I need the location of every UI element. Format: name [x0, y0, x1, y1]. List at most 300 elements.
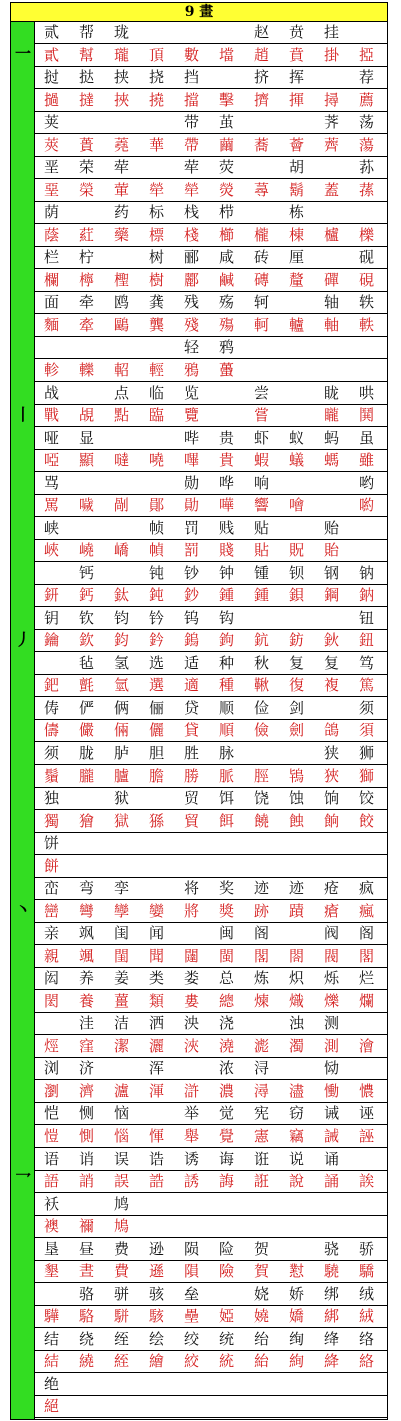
simplified-char: 说 [288, 1149, 304, 1168]
simplified-char [315, 337, 348, 358]
traditional-row [35, 315, 387, 337]
traditional-char: 嘗 [253, 406, 269, 424]
simplified-char: 峡 [43, 518, 59, 537]
simplified-row [35, 1058, 387, 1080]
simplified-char: 费 [113, 1239, 129, 1258]
simplified-char: 钥 [43, 608, 59, 627]
traditional-char: 絨 [358, 1307, 374, 1326]
simplified-char: 诫 [323, 1104, 339, 1123]
simplified-row [35, 698, 387, 720]
traditional-char: 軺 [113, 361, 129, 379]
traditional-char: 鈁 [288, 631, 304, 650]
traditional-char: 撻 [78, 90, 94, 109]
simplified-char [245, 1194, 278, 1215]
traditional-char: 費 [113, 1262, 129, 1281]
simplified-char: 骆 [78, 1284, 94, 1303]
traditional-char: 饒 [253, 811, 269, 830]
simplified-char: 骁 [323, 1239, 339, 1258]
simplified-char [315, 473, 348, 494]
simplified-char [280, 743, 313, 764]
simplified-char: 贺 [253, 1239, 269, 1258]
traditional-char: 數 [183, 45, 199, 64]
simplified-char: 诰 [148, 1149, 164, 1168]
simplified-char: 药 [113, 203, 129, 222]
simplified-char: 语 [43, 1149, 59, 1168]
traditional-char [105, 1396, 138, 1417]
traditional-char: 絰 [113, 1352, 129, 1371]
traditional-char: 犖 [148, 180, 164, 199]
simplified-char: 殇 [218, 293, 234, 312]
simplified-char [175, 22, 208, 43]
traditional-char: 臚 [113, 766, 129, 785]
traditional-char: 鄖 [148, 496, 164, 515]
traditional-char: 薈 [288, 135, 304, 154]
simplified-char [140, 833, 173, 854]
simplified-char [280, 292, 313, 313]
simplified-char: 珑 [113, 23, 129, 41]
simplified-char: 统 [218, 1329, 234, 1348]
simplified-char: 秋 [253, 653, 269, 672]
traditional-char: 瀏 [43, 1081, 59, 1100]
simplified-char [280, 1374, 313, 1395]
traditional-char [280, 856, 313, 877]
stroke-label: 丨 [14, 404, 31, 424]
stroke-column [11, 22, 35, 1419]
simplified-char [140, 788, 173, 809]
simplified-char: 垩 [43, 158, 59, 177]
simplified-row [35, 428, 387, 450]
simplified-char: 饼 [43, 834, 59, 853]
simplified-row [35, 653, 387, 675]
simplified-char: 贱 [218, 518, 234, 537]
simplified-char [140, 1194, 173, 1215]
simplified-char: 类 [148, 969, 164, 988]
simplified-char: 柠 [78, 248, 94, 267]
simplified-char: 烁 [323, 969, 339, 988]
simplified-char: 骄 [358, 1239, 374, 1258]
simplified-char [350, 1194, 383, 1215]
simplified-char: 咸 [218, 248, 234, 267]
traditional-char [350, 360, 383, 381]
traditional-char [210, 1396, 243, 1417]
simplified-char: 绒 [358, 1284, 374, 1303]
simplified-char: 骂 [43, 473, 59, 492]
simplified-char: 昼 [78, 1239, 94, 1258]
traditional-char: 嬌 [288, 1307, 304, 1326]
traditional-char: 統 [218, 1352, 234, 1371]
simplified-char: 将 [183, 879, 199, 898]
simplified-char: 飒 [78, 924, 94, 943]
traditional-char: 牽 [78, 315, 94, 334]
traditional-char: 擋 [183, 90, 199, 109]
simplified-char [140, 1374, 173, 1395]
simplified-char: 钤 [148, 608, 164, 627]
simplified-char: 标 [148, 203, 164, 222]
traditional-char: 檉 [113, 270, 129, 289]
simplified-char [315, 608, 348, 629]
simplified-char [280, 1194, 313, 1215]
traditional-char: 絞 [183, 1352, 199, 1371]
traditional-char: 嬈 [253, 1307, 269, 1326]
simplified-char: 虾 [253, 428, 269, 447]
simplified-char: 砚 [358, 248, 374, 267]
traditional-char: 鳩 [113, 1217, 129, 1236]
simplified-row [35, 1374, 387, 1396]
simplified-row [35, 563, 387, 585]
traditional-char: 鞦 [253, 676, 269, 695]
traditional-char: 襖 [43, 1217, 59, 1236]
simplified-char: 赵 [253, 23, 269, 41]
simplified-char [70, 112, 103, 133]
traditional-char: 噦 [78, 496, 94, 515]
simplified-char [245, 337, 278, 358]
simplified-char: 毡 [78, 653, 94, 672]
simplified-char: 垒 [183, 1284, 199, 1303]
traditional-char: 駱 [78, 1307, 94, 1326]
simplified-char: 挟 [113, 68, 129, 87]
simplified-char: 骈 [113, 1284, 129, 1303]
traditional-char: 磾 [323, 270, 339, 289]
simplified-char: 闻 [148, 924, 164, 943]
traditional-char: 語 [43, 1172, 59, 1190]
simplified-char: 轴 [323, 293, 339, 312]
traditional-char: 跡 [253, 901, 269, 920]
simplified-char: 显 [78, 428, 94, 447]
simplified-char: 挠 [148, 68, 164, 87]
traditional-char [210, 405, 243, 426]
traditional-char [175, 1216, 208, 1237]
simplified-char: 绘 [148, 1329, 164, 1348]
traditional-char: 嶢 [78, 541, 94, 560]
simplified-char: 荦 [113, 158, 129, 177]
simplified-char: 弯 [78, 879, 94, 898]
traditional-char: 潔 [113, 1036, 129, 1055]
simplified-char: 荧 [218, 158, 234, 177]
traditional-char: 聞 [148, 946, 164, 965]
simplified-row [35, 788, 387, 810]
traditional-char: 啞 [43, 451, 59, 470]
simplified-char: 浏 [43, 1059, 59, 1078]
simplified-char: 峦 [43, 879, 59, 898]
traditional-char: 鈀 [43, 676, 59, 695]
traditional-char: 莢 [43, 135, 59, 154]
simplified-char: 荠 [323, 113, 339, 132]
traditional-char: 誨 [218, 1172, 234, 1190]
simplified-char [350, 1013, 383, 1034]
simplified-char: 哟 [358, 473, 374, 492]
simplified-row [35, 383, 387, 405]
traditional-row [35, 1036, 387, 1058]
simplified-char [280, 1239, 313, 1260]
traditional-char: 蕘 [113, 135, 129, 154]
simplified-char: 闽 [218, 924, 234, 943]
stroke-label: 丿 [14, 629, 31, 649]
traditional-char: 釐 [288, 270, 304, 289]
simplified-char: 举 [183, 1104, 199, 1123]
traditional-char: 蹟 [288, 901, 304, 920]
simplified-row [35, 878, 387, 900]
traditional-char [280, 405, 313, 426]
traditional-char: 鉤 [218, 631, 234, 650]
traditional-char: 憲 [253, 1127, 269, 1145]
simplified-char: 虽 [358, 428, 374, 447]
simplified-char: 鸦 [218, 338, 234, 357]
traditional-row [35, 540, 387, 562]
traditional-char: 華 [148, 135, 164, 154]
simplified-char: 帮 [78, 23, 94, 41]
traditional-row [35, 180, 387, 202]
simplified-char: 骇 [148, 1284, 164, 1303]
traditional-char: 狹 [323, 766, 339, 785]
traditional-char: 絡 [358, 1352, 374, 1371]
traditional-char: 倆 [113, 721, 129, 740]
traditional-row [35, 1396, 387, 1418]
simplified-char [350, 1374, 383, 1395]
traditional-char: 惻 [78, 1127, 94, 1145]
traditional-char: 矓 [323, 406, 339, 424]
simplified-char: 钙 [78, 563, 94, 582]
simplified-char [315, 67, 348, 88]
traditional-char: 餃 [358, 811, 374, 830]
traditional-row [35, 766, 387, 788]
traditional-char: 掛 [323, 45, 339, 64]
character-table [10, 2, 388, 1420]
traditional-char: 駭 [148, 1307, 164, 1326]
stroke-label: 一 [14, 44, 31, 63]
traditional-char: 隕 [183, 1262, 199, 1281]
simplified-char: 浊 [288, 1014, 304, 1033]
traditional-char: 總 [218, 991, 234, 1010]
traditional-char: 鈔 [183, 586, 199, 605]
traditional-char: 爍 [323, 991, 339, 1010]
traditional-char: 灑 [148, 1036, 164, 1055]
simplified-char: 觉 [218, 1104, 234, 1123]
traditional-char: 鬚 [43, 766, 59, 785]
simplified-char: 锺 [253, 563, 269, 582]
traditional-char: 種 [218, 676, 234, 695]
simplified-char: 狮 [358, 744, 374, 762]
traditional-char: 測 [323, 1036, 339, 1055]
traditional-char: 殘 [183, 315, 199, 334]
simplified-char: 哑 [43, 428, 59, 447]
traditional-row [35, 811, 387, 833]
simplified-char: 面 [43, 293, 59, 312]
traditional-char: 鈧 [253, 631, 269, 650]
traditional-char: 爛 [358, 991, 374, 1010]
simplified-char: 勋 [183, 473, 199, 492]
simplified-char [70, 518, 103, 539]
traditional-char: 鷗 [113, 315, 129, 334]
traditional-char: 帶 [183, 135, 199, 154]
traditional-row [35, 1351, 387, 1373]
traditional-char: 濟 [78, 1081, 94, 1100]
traditional-char: 復 [288, 676, 304, 695]
traditional-char: 幫 [78, 45, 94, 64]
simplified-char: 荪 [358, 158, 374, 177]
simplified-char: 临 [148, 383, 164, 402]
simplified-char [280, 473, 313, 494]
traditional-char: 閣 [253, 946, 269, 965]
simplified-char: 测 [323, 1014, 339, 1033]
traditional-char: 閩 [218, 946, 234, 965]
simplified-char: 挤 [253, 68, 269, 87]
simplified-char [210, 1284, 243, 1305]
traditional-char: 挾 [113, 90, 129, 109]
traditional-char: 濜 [288, 1081, 304, 1100]
traditional-char: 鈉 [358, 586, 374, 605]
traditional-char: 浹 [183, 1036, 199, 1055]
simplified-char: 绛 [323, 1329, 339, 1348]
traditional-char: 熾 [288, 991, 304, 1010]
traditional-char: 熒 [218, 180, 234, 199]
traditional-char: 蝦 [253, 451, 269, 470]
simplified-char [245, 608, 278, 629]
simplified-char: 轲 [253, 293, 269, 312]
traditional-char: 貼 [253, 541, 269, 560]
simplified-char: 俪 [148, 698, 164, 717]
simplified-char: 阀 [323, 924, 339, 943]
simplified-char: 种 [218, 653, 234, 672]
traditional-char: 閨 [113, 946, 129, 965]
traditional-char: 膽 [148, 766, 164, 785]
simplified-char [105, 473, 138, 494]
simplified-row [35, 473, 387, 495]
simplified-char: 贴 [253, 518, 269, 537]
simplified-char: 挂 [323, 23, 339, 41]
traditional-char: 貴 [218, 451, 234, 470]
traditional-char: 鈃 [43, 586, 59, 605]
simplified-char: 误 [113, 1149, 129, 1168]
traditional-char: 檸 [78, 270, 94, 289]
simplified-char: 恻 [78, 1104, 94, 1123]
simplified-char: 钞 [183, 563, 199, 582]
simplified-row [35, 22, 387, 44]
traditional-char: 鈕 [358, 631, 374, 650]
simplified-char: 郦 [183, 248, 199, 267]
traditional-char: 儉 [253, 721, 269, 740]
simplified-char [315, 157, 348, 178]
simplified-char: 厘 [288, 248, 304, 267]
traditional-char: 蠆 [218, 361, 234, 379]
simplified-char: 复 [323, 653, 339, 672]
traditional-char: 誥 [148, 1172, 164, 1190]
simplified-char [245, 1374, 278, 1395]
simplified-char [70, 1374, 103, 1395]
simplified-char [35, 1284, 68, 1305]
traditional-char: 彎 [78, 901, 94, 920]
traditional-char: 闥 [183, 946, 199, 965]
simplified-char [245, 157, 278, 178]
traditional-char: 濃 [218, 1081, 234, 1100]
simplified-char: 茧 [218, 113, 234, 132]
traditional-char: 鋼 [323, 586, 339, 605]
simplified-row [35, 292, 387, 314]
simplified-char [175, 1374, 208, 1395]
traditional-char: 餉 [323, 811, 339, 830]
simplified-char: 挡 [183, 68, 199, 87]
simplified-char: 娇 [288, 1284, 304, 1303]
simplified-char: 轶 [358, 293, 374, 312]
simplified-char [315, 833, 348, 854]
traditional-char: 軸 [323, 315, 339, 334]
simplified-char: 贻 [323, 518, 339, 537]
traditional-char: 標 [148, 225, 164, 244]
simplified-char: 荡 [358, 113, 374, 132]
simplified-row [35, 608, 387, 630]
traditional-char: 瘡 [323, 901, 339, 920]
traditional-char: 誒 [358, 1172, 374, 1190]
traditional-char [175, 1396, 208, 1417]
simplified-char: 浇 [218, 1014, 234, 1033]
simplified-char [140, 22, 173, 43]
traditional-row [35, 946, 387, 968]
traditional-row [35, 270, 387, 292]
simplified-char: 牵 [78, 293, 94, 312]
simplified-char [280, 833, 313, 854]
traditional-char: 勝 [183, 766, 199, 785]
traditional-row [35, 1171, 387, 1193]
simplified-char: 绑 [323, 1284, 339, 1303]
traditional-char: 驕 [358, 1262, 374, 1281]
simplified-char: 残 [183, 293, 199, 312]
traditional-char: 鈐 [148, 631, 164, 650]
simplified-row [35, 1103, 387, 1125]
simplified-char: 哔 [183, 428, 199, 447]
traditional-char [210, 1216, 243, 1237]
simplified-char [280, 923, 313, 944]
simplified-row [35, 1149, 387, 1171]
simplified-char: 蚀 [288, 789, 304, 807]
traditional-char: 櫨 [323, 225, 339, 244]
traditional-char: 煉 [253, 991, 269, 1010]
traditional-char: 舉 [183, 1127, 199, 1145]
simplified-char: 钮 [358, 608, 374, 627]
simplified-char [70, 1194, 103, 1215]
traditional-char: 鑰 [43, 631, 59, 650]
traditional-char: 轢 [78, 361, 94, 379]
traditional-char: 氫 [113, 676, 129, 695]
traditional-char: 壘 [183, 1307, 199, 1326]
simplified-char: 奖 [218, 879, 234, 898]
traditional-char: 覺 [218, 1127, 234, 1145]
traditional-char: 薦 [358, 90, 374, 109]
traditional-char: 婁 [183, 991, 199, 1010]
simplified-char: 恸 [323, 1059, 339, 1078]
simplified-char: 钦 [78, 608, 94, 627]
traditional-char: 駢 [113, 1307, 129, 1326]
simplified-char [315, 202, 348, 223]
simplified-char: 绞 [183, 1329, 199, 1348]
simplified-char: 养 [78, 969, 94, 988]
traditional-char: 說 [288, 1172, 304, 1190]
simplified-char: 带 [183, 113, 199, 132]
traditional-char: 親 [43, 946, 59, 965]
simplified-char: 顺 [218, 698, 234, 717]
simplified-char: 狱 [113, 789, 129, 807]
traditional-char: 瓏 [113, 45, 129, 64]
simplified-char: 疮 [323, 879, 339, 898]
simplified-char [350, 337, 383, 358]
simplified-char: 洁 [113, 1014, 129, 1033]
traditional-char: 趙 [253, 45, 269, 64]
traditional-row [35, 991, 387, 1013]
simplified-row [35, 157, 387, 179]
traditional-char: 鈦 [113, 586, 129, 605]
traditional-char: 撾 [43, 90, 59, 109]
simplified-char [105, 1058, 138, 1079]
simplified-char: 复 [288, 653, 304, 672]
traditional-char: 薺 [323, 135, 339, 154]
